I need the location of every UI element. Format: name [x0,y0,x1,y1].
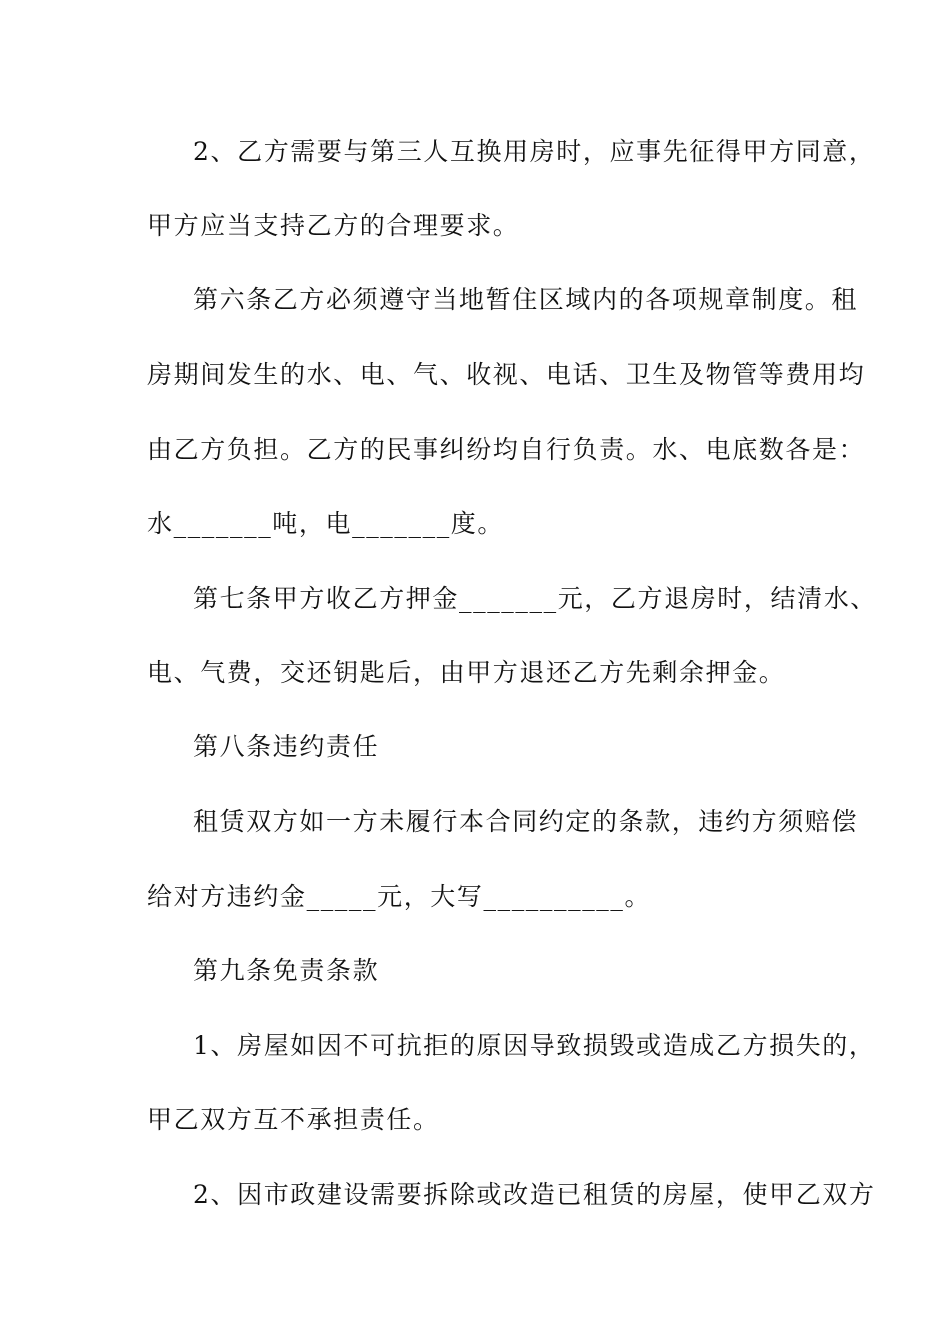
text-line: 电、气费，交还钥匙后，由甲方退还乙方先剩余押金。 [147,658,786,687]
text-line: 租赁双方如一方未履行本合同约定的条款，违约方须赔偿 [193,807,859,836]
text-line: 水_______吨，电_______度。 [147,509,505,538]
text-line: 2、因市政建设需要拆除或改造已租赁的房屋，使甲乙双方 [193,1180,876,1209]
text-line: 甲方应当支持乙方的合理要求。 [147,211,520,240]
text-line: 房期间发生的水、电、气、收视、电话、卫生及物管等费用均 [147,360,866,389]
text-line: 第七条甲方收乙方押金_______元，乙方退房时，结清水、 [193,584,877,613]
text-line: 甲乙双方互不承担责任。 [147,1105,440,1134]
text-line: 1、房屋如因不可抗拒的原因导致损毁或造成乙方损失的， [193,1031,876,1060]
text-line: 第六条乙方必须遵守当地暂住区域内的各项规章制度。租 [193,285,859,314]
text-line: 由乙方负担。乙方的民事纠纷均自行负责。水、电底数各是： [147,435,866,464]
text-line: 给对方违约金_____元，大写__________。 [147,882,652,911]
section-heading: 第九条免责条款 [193,956,380,985]
section-heading: 第八条违约责任 [193,732,380,761]
text-line: 2、乙方需要与第三人互换用房时，应事先征得甲方同意， [193,137,876,166]
